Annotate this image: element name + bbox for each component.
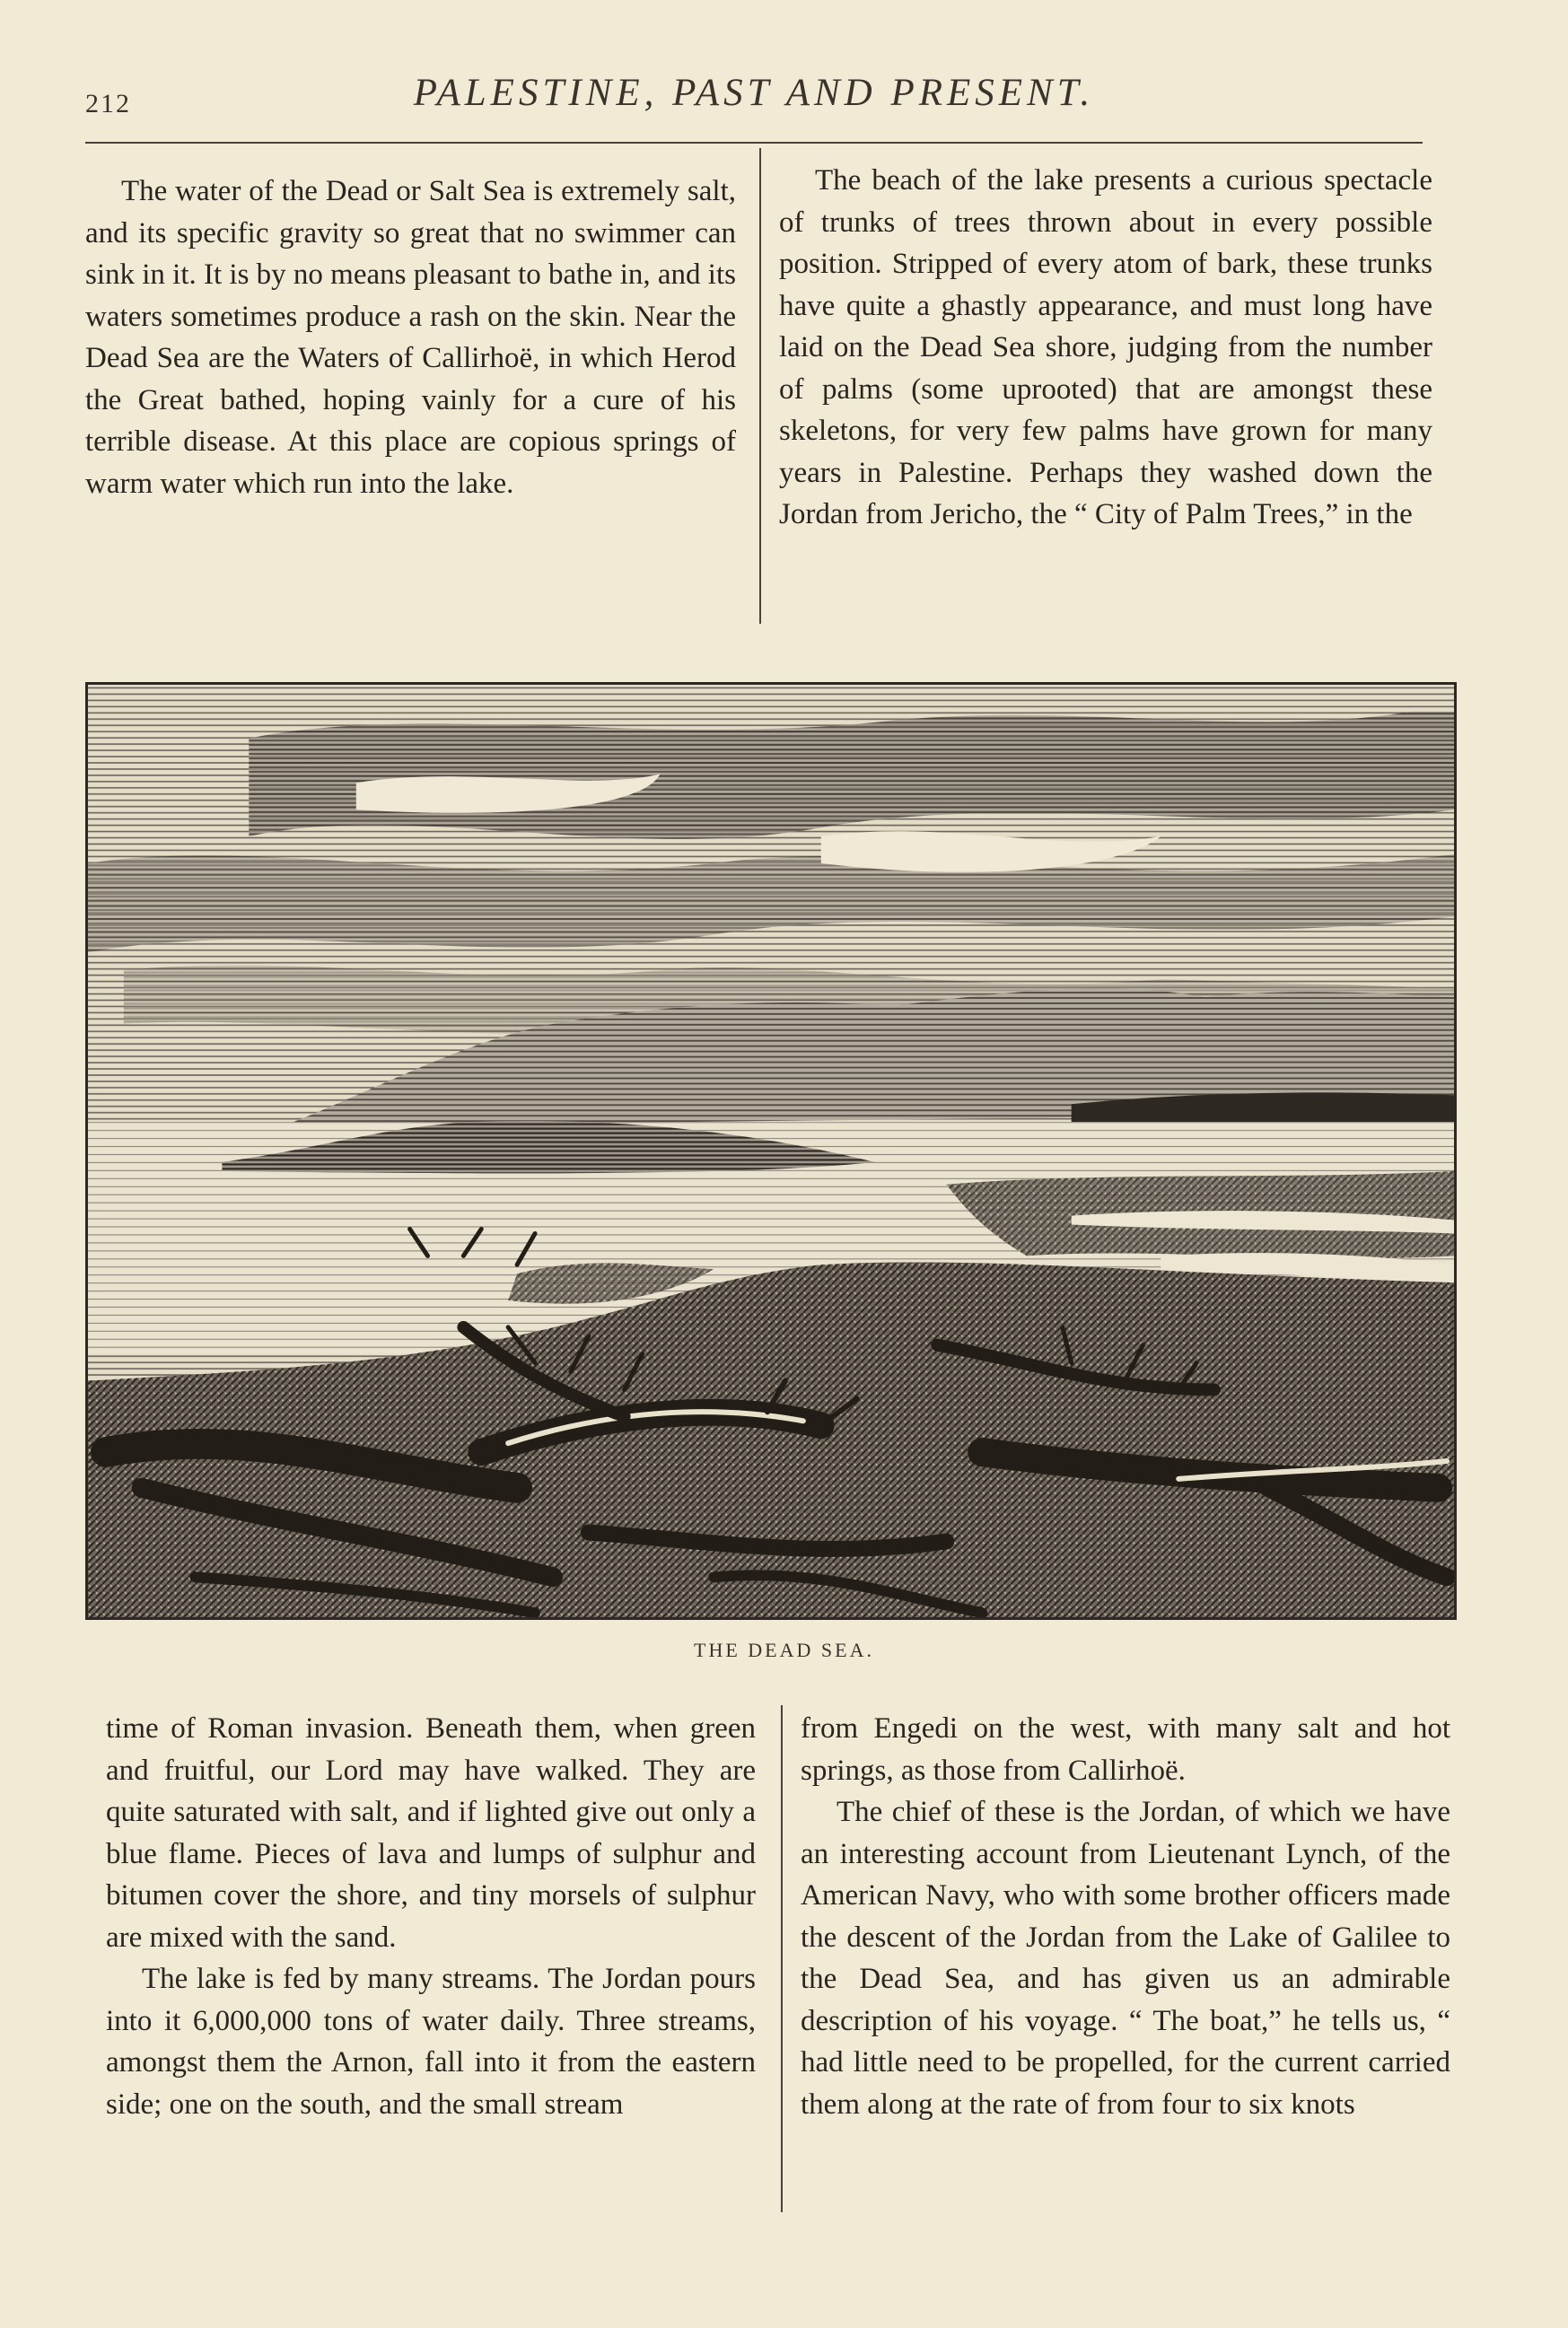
top-left-column	[85, 171, 736, 504]
bottom-right-column	[801, 1708, 1450, 2125]
page-number: 212	[85, 89, 131, 118]
figure-caption: THE DEAD SEA.	[694, 1639, 874, 1661]
running-title: PALESTINE, PAST AND PRESENT.	[413, 72, 1095, 114]
column-divider-bottom	[781, 1705, 783, 2212]
column-divider-top	[759, 148, 761, 624]
paragraph-engedi: from Engedi on the west, with many salt and hot springs, as those from Callirhoë.	[801, 1712, 1450, 1787]
paragraph-water-salinity: The water of the Dead or Salt Sea is extremely salt, and its specific gravity so great that no swimmer can sink in it. It is by no means pleasant to bathe in, and its waters sometimes produce a rash on the skin. Near the Dead Sea are the Waters of Callirhoë, in which Herod the Great bathed, hoping vainly for a cure of his terrible disease. At this place are copious springs of warm water which run into the lake.	[85, 175, 736, 500]
dead-sea-engraving	[85, 682, 1457, 1620]
paragraph-streams: The lake is fed by many streams. The Jordan pours into it 6,000,000 tons of water daily. Three streams, amongst them the Arnon, fall into it from the eastern side; one on the south, and the small stream	[106, 1963, 756, 2121]
top-right-column	[779, 160, 1432, 536]
bottom-left-column	[106, 1708, 756, 2125]
paragraph-roman-invasion: time of Roman invasion. Beneath them, when green and fruitful, our Lord may have walked. They are quite saturated with salt, and if lighted give out only a blue flame. Pieces of lava and lumps of sulphur and bitumen cover the shore, and tiny morsels of sulphur are mixed with the sand.	[106, 1712, 756, 1954]
page-header	[85, 67, 1423, 130]
paragraph-beach-trunks: The beach of the lake presents a curious spectacle of trunks of trees thrown about in every possible position. Stripped of every atom of bark, these trunks have quite a ghastly appearance, and must long have laid on the Dead Sea shore, judging from the number of palms (some uprooted) that are amongst these skeletons, for very few palms have grown for many years in Palestine. Perhaps they washed down the Jordan from Jericho, the “ City of Palm Trees,” in the	[779, 164, 1432, 530]
paragraph-jordan-lynch: The chief of these is the Jordan, of which we have an interesting account from Lieutenant Lynch, of the American Navy, who with some brother officers made the descent of the Jordan from the Lake of Galilee to the Dead Sea, and has given us an admirable description of his voyage. “ The boat,” he tells us, “ had little need to be propelled, for the current carried them along at the rate of from four to six knots	[801, 1796, 1450, 2121]
header-rule	[85, 142, 1423, 144]
dead-sea-illustration	[88, 685, 1454, 1617]
